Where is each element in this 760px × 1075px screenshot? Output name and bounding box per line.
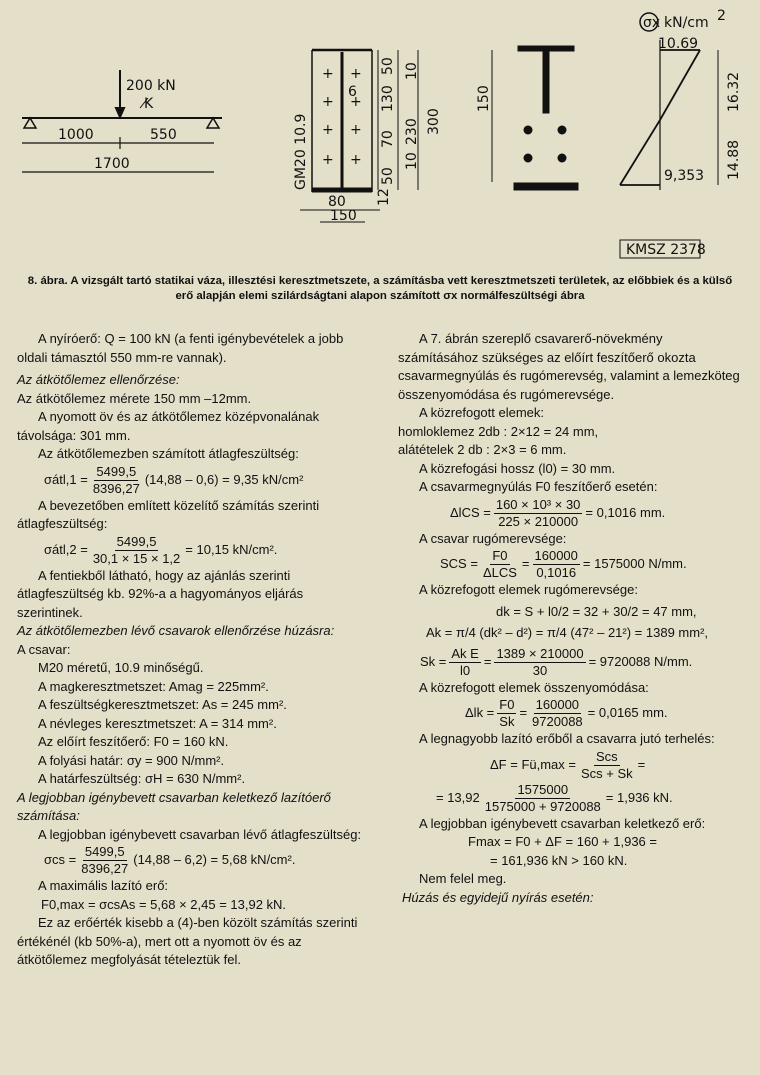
eq-num: F0 xyxy=(492,548,508,563)
section-heading: A legjobban igénybevett csavarban keletkező lazítóerő számítása: xyxy=(17,789,331,823)
paragraph: A közrefogott elemek: xyxy=(419,405,545,420)
bolt-grade: GM20 10.9 xyxy=(293,113,309,190)
eq-rest: = 0,0165 mm. xyxy=(587,705,668,721)
paragraph: Az átkötőlemez mérete 150 mm –12mm. xyxy=(17,390,252,406)
eq-rest: = 10,15 kN/cm². xyxy=(185,541,278,557)
equation: Δlk = $\frac{F0}{Sk}$ = $\frac{160000}{9720088}$ = 0,0165 mm. xyxy=(465,697,668,729)
eq-num: 5499,5 xyxy=(96,463,137,479)
paragraph: A közrefogási hossz (l0) = 30 mm. xyxy=(419,460,616,476)
paragraph: Ez az erőérték kisebb a (4)-ben közölt számítás szerinti értékénél (kb 50%-a), mert ott a nyomott öv és az átkötőlemez megfolyását tételeztük fel. xyxy=(17,915,358,967)
plus-mark: + xyxy=(350,122,362,138)
eq-lhs: Δlk = xyxy=(465,705,495,721)
figure-drawing xyxy=(0,0,760,270)
plus-mark: + xyxy=(322,66,334,82)
paragraph: A közrefogott elemek rugómerevsége: xyxy=(419,582,638,597)
eq-num: Scs xyxy=(596,748,618,764)
eq-rest: = 1,936 kN. xyxy=(605,789,673,805)
dim-v: 50 xyxy=(380,167,396,185)
equation: = 161,936 kN > 160 kN. xyxy=(490,852,628,868)
equation: Sk = $\frac{\text{Ak E}}{l0}$ = $\frac{1389 \times 210000}{30}$ = 9720088 N/mm. xyxy=(420,645,693,678)
bolt-spec: M20 méretű, 10.9 minőségű. xyxy=(38,660,204,675)
paragraph: alátételek 2 db : 2×3 = 6 mm. xyxy=(398,442,567,457)
eq-num: 5499,5 xyxy=(116,533,157,549)
eq-rest: = 1575000 N/mm. xyxy=(582,556,687,572)
load-label: 200 kN xyxy=(126,78,176,94)
eq-lhs: ΔF = Fü,max = xyxy=(490,756,576,772)
eq-den: 0,1016 xyxy=(536,565,577,580)
eq-num: F0 xyxy=(499,697,515,712)
paragraph: A nyíróerő: Q = 100 kN (a fenti igénybevételek a jobb oldali támasztól 550 mm-re vannak). xyxy=(17,331,344,365)
equation xyxy=(398,497,746,530)
equation: dk = S + l0/2 = 32 + 30/2 = 47 mm, xyxy=(496,603,697,619)
dim-v: 130 xyxy=(380,85,396,112)
dim-v: 50 xyxy=(380,57,396,75)
paragraph: A 7. ábrán szereplő csavarerő-növekmény számításához szükséges az előírt feszítőerő okozta csavarmegnyúlás és rugómerevség, valamint a lemezköteg összenyomódása és rugómerevsége. xyxy=(398,331,740,402)
paragraph: A legnagyobb lazító erőből a csavarra jutó terhelés: xyxy=(419,731,715,746)
paragraph: A nyomott öv és az átkötőlemez középvonalának távolsága: 301 mm. xyxy=(17,409,320,443)
eq-den: Sk xyxy=(499,714,515,729)
stress-symbol: σx xyxy=(643,15,661,31)
dim-v: 10 xyxy=(404,152,420,170)
left-column xyxy=(17,330,367,970)
eq-lhs: ΔlCS = xyxy=(450,504,491,520)
eq-rest: (14,88 – 6,2) = 5,68 kN/cm². xyxy=(133,852,296,868)
eq-den: Scs + Sk xyxy=(581,765,633,781)
plus-mark: + xyxy=(350,94,362,110)
dim-v: 10 xyxy=(404,62,420,80)
dim-bot: 14.88 xyxy=(726,139,742,180)
eq-num: 160000 xyxy=(534,548,578,563)
eq-rest: = 0,1016 mm. xyxy=(585,504,666,520)
eq-num: 1389 × 210000 xyxy=(496,645,584,661)
eq-den: l0 xyxy=(460,662,471,678)
stress-bot: 9,353 xyxy=(664,168,705,184)
dim-v: 230 xyxy=(404,118,420,145)
bolt-spec: A határfeszültség: σH = 630 N/mm². xyxy=(38,771,246,786)
section-heading: Az átkötőlemezben lévő csavarok ellenőrzése húzásra: xyxy=(17,623,335,638)
stress-unit-sup: 2 xyxy=(717,8,726,24)
plus-mark: + xyxy=(350,152,362,168)
eq-num: Ak E xyxy=(451,645,479,661)
equation xyxy=(17,534,367,567)
stress-top: 10.69 xyxy=(658,36,699,52)
eq-lhs: Sk = xyxy=(420,653,447,669)
eq-lhs: SCS = xyxy=(440,556,478,572)
section-heading: Húzás és egyidejű nyírás esetén: xyxy=(402,889,594,905)
section-heading: Az átkötőlemez ellenőrzése: xyxy=(17,372,180,387)
eq-lhs: σcs = xyxy=(44,852,77,868)
eq-den: 225 × 210000 xyxy=(498,513,579,529)
eq-den: 1575000 + 9720088 xyxy=(484,798,601,814)
right-column xyxy=(398,330,746,907)
dim-v: 70 xyxy=(380,130,396,148)
paragraph: A csavar rugómerevsége: xyxy=(419,530,567,546)
plus-mark: + xyxy=(350,66,362,82)
bolt-spec: Az előírt feszítőerő: F0 = 160 kN. xyxy=(38,734,229,749)
equation xyxy=(17,844,367,877)
eq-den: 30,1 × 15 × 1,2 xyxy=(92,550,181,566)
plus-mark: + xyxy=(322,152,334,168)
paragraph: A fentiekből látható, hogy az ajánlás szerinti átlagfeszültség kb. 92%-a a hagyományos eljárás szerintinek. xyxy=(17,567,304,620)
plus-mark: + xyxy=(322,94,334,110)
equation xyxy=(398,782,746,815)
dim-550: 550 xyxy=(150,127,177,143)
eq-lhs: σátl,1 = xyxy=(44,471,88,487)
bolt-spec: A folyási határ: σy = 900 N/mm². xyxy=(38,752,225,768)
stamp-text: KMSZ 2378 xyxy=(626,242,706,258)
bolt-spec: A névleges keresztmetszet: A = 314 mm². xyxy=(38,715,277,731)
width-plate: 150 xyxy=(330,208,357,224)
paragraph: A maximális lazító erő: xyxy=(38,878,169,893)
paragraph: A közrefogott elemek összenyomódása: xyxy=(419,679,649,695)
dim-1000: 1000 xyxy=(58,127,94,143)
eq-den: ΔLCS xyxy=(482,565,517,580)
equation xyxy=(17,464,367,497)
dim-1700: 1700 xyxy=(94,156,130,172)
eq-den: 8396,27 xyxy=(81,861,129,876)
dim-v: 300 xyxy=(426,108,442,135)
eq-rest: = xyxy=(637,756,646,772)
eq-num: 5499,5 xyxy=(84,844,125,859)
eq-num: 160 × 10³ × 30 xyxy=(495,496,581,512)
equation: F0,max = σcsAs = 5,68 × 2,45 = 13,92 kN. xyxy=(41,896,287,912)
eq-rest: (14,88 – 0,6) = 9,35 kN/cm² xyxy=(144,471,304,487)
equation: Ak = π/4 (dk² – d²) = π/4 (47² – 21²) = 1389 mm², xyxy=(426,625,709,640)
cross-section-2 xyxy=(492,46,578,190)
paragraph: homloklemez 2db : 2×12 = 24 mm, xyxy=(398,423,599,439)
paragraph: Nem felel meg. xyxy=(419,871,507,886)
eq-den: 9720088 xyxy=(532,714,583,729)
eq-rest: = 9720088 N/mm. xyxy=(588,653,693,669)
paragraph: A csavar: xyxy=(17,641,71,657)
mid-height: 150 xyxy=(476,85,492,112)
eq-den: 8396,27 xyxy=(92,480,140,496)
equation: SCS = $\frac{F0}{\text{ΔLCS}}$ = $\frac{160000}{0,1016}$ = 1575000 N/mm. xyxy=(440,548,687,580)
paragraph: Az átkötőlemezben számított átlagfeszültség: xyxy=(38,446,299,461)
equation xyxy=(398,749,746,782)
paragraph: A legjobban igénybevett csavarban lévő átlagfeszültség: xyxy=(38,826,362,842)
equation: Fmax = F0 + ΔF = 160 + 1,936 = xyxy=(468,834,657,849)
plus-mark: + xyxy=(322,122,334,138)
bolt-spec: A feszültségkeresztmetszet: As = 245 mm². xyxy=(38,697,287,712)
dim-top: 16.32 xyxy=(726,71,742,112)
figure-caption: 8. ábra. A vizsgált tartó statikai váza, illesztési keresztmetszete, a számításba vett keresztmetszeti területek, az előbbiek és a külső erő alapján elemi szilárdságtani alapon számított σx normálfeszültségi ábra xyxy=(27,275,733,302)
stress-unit: kN/cm xyxy=(664,15,709,31)
point-label: K xyxy=(144,96,154,112)
paragraph: A bevezetőben említett közelítő számítás szerinti átlagfeszültség: xyxy=(17,497,320,531)
eq-lhs: σátl,2 = xyxy=(44,541,88,557)
eq-den: 30 xyxy=(532,662,548,678)
eq-num: 160000 xyxy=(535,697,580,712)
paragraph: A legjobban igénybevett csavarban keletkező erő: xyxy=(419,815,706,831)
eq-num: 1575000 xyxy=(517,781,569,797)
plate-thk: 12 xyxy=(376,188,392,206)
web-mark: 6 xyxy=(348,84,357,100)
paragraph: A csavarmegnyúlás F0 feszítőerő esetén: xyxy=(419,479,658,494)
width-bolts: 80 xyxy=(328,194,346,210)
bolt-spec: A magkeresztmetszet: Amag = 225mm². xyxy=(38,678,269,694)
figure-8 xyxy=(0,0,760,270)
eq-lhs: = 13,92 xyxy=(436,789,480,805)
